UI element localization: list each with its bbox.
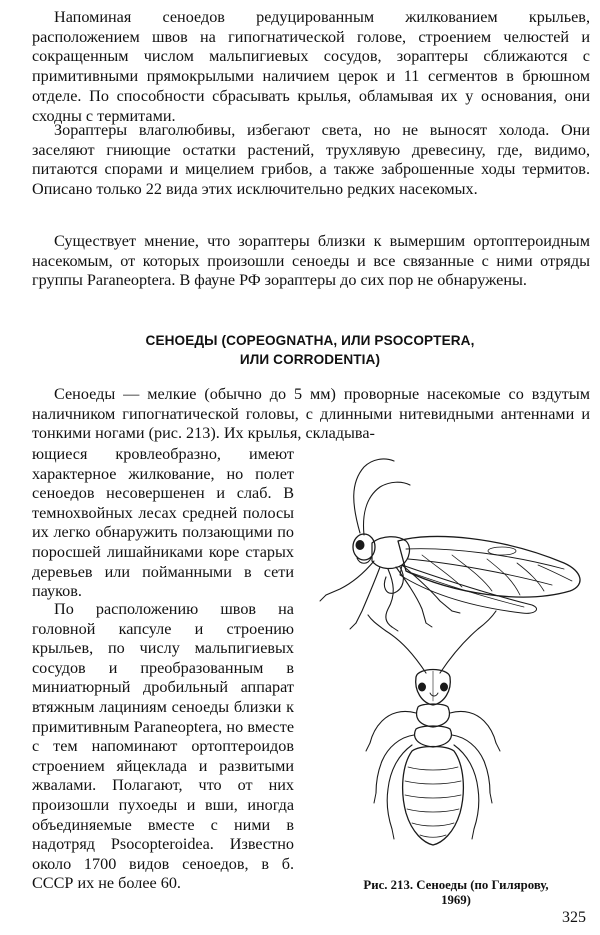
- section-heading: [60, 331, 560, 369]
- figure-caption-line-2: 1969): [441, 893, 471, 907]
- figure-213: [302, 455, 594, 875]
- paragraph-psocoptera-relations: По расположению швов на головной капсуле и строению крыльев, по числу мальпигиевых сосудов и преобразованным в миниатюрный дробильный аппарат втяжным лациниям сеноеды близки к примитивным Paraneoptera, но вместе с тем напоминают ортоптероидов строением яйцеклада и развитыми жвалами. Полагают, что от них произошли пухоеды и вши, иногда объединяемые вместе с ними в надотряд Psocopteroidea. Известно около 1700 видов сеноедов, в б. СССР их не более 60.: [32, 600, 294, 893]
- paragraph-zoraptera-affinities: Напоминая сеноедов редуцированным жилкованием крыльев, расположением швов на гипогнатической голове, строением челюстей и сокращенным числом мальпигиевых сосудов, зораптеры сближаются с примитивными прямокрылыми наличием церок и 11 сегментов в брюшном отделе. По способности сбрасывать крылья, обламывая их у основания, они сходны с термитами.: [32, 8, 590, 125]
- section-heading-line-1: СЕНОЕДЫ (COPEOGNATHA, ИЛИ PSOCOPTERA,: [145, 333, 475, 348]
- paragraph-psocoptera-intro: Сеноеды — мелкие (обычно до 5 мм) проворные насекомые со вздутым наличником гипогнатической головы, с длинными нитевидными антеннами и тонкими ногами (рис. 213). Их крылья, складыва-: [32, 385, 590, 443]
- paragraph-zoraptera-origin: Существует мнение, что зораптеры близки к вымершим ортоптероидным насекомым, от которых произошли сеноеды и все связанные с ними отряды группы Paraneoptera. В фауне РФ зораптеры до сих пор не обнаружены.: [32, 232, 590, 290]
- wingless-psocid-illustration: [366, 611, 500, 845]
- page-number: 325: [562, 909, 586, 926]
- section-heading-line-2: ИЛИ CORRODENTIA): [239, 352, 381, 367]
- paragraph-psocoptera-wings: ющиеся кровлеобразно, имеют характерное жилкование, но полет сеноедов несовершенен и слаб. В темнохвойных лесах средней полосы их легко обнаружить ползающими по поросшей лишайниками коре старых деревьев или пойманными в сети пауков.: [32, 445, 294, 601]
- figure-caption: [325, 878, 587, 908]
- winged-psocid-illustration: [320, 459, 580, 631]
- figure-caption-line-1: Рис. 213. Сеноеды (по Гилярову,: [363, 878, 549, 892]
- paragraph-zoraptera-habitat: Зораптеры влаголюбивы, избегают света, но не выносят холода. Они заселяют гниющие остатки растений, трухлявую древесину, где, видимо, питаются спорами и мицелием грибов, а также заброшенные ходы термитов. Описано только 22 вида этих исключительно редких насекомых.: [32, 121, 590, 199]
